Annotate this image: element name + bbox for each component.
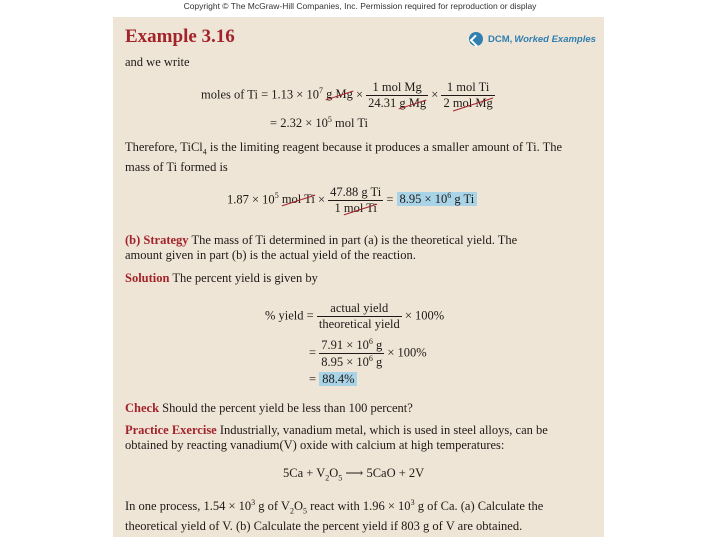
equation-moles-result <box>270 115 368 131</box>
eq3-lhs: % yield = <box>265 308 314 323</box>
eq2-fraction <box>328 185 383 216</box>
eq1-f1-den-b: g Mg <box>399 96 427 110</box>
eq1-lhs: moles of Ti = <box>201 87 269 102</box>
practice-paragraph: Practice Exercise Industrially, vanadium metal, which is used in steel alloys, can be obtained by reacting vanadium(V) oxide with calcium at high temperatures: <box>125 423 548 452</box>
solution-label: Solution <box>125 271 170 285</box>
eq3-result-eq: = <box>309 372 317 386</box>
eq1-result: 2.32 × 10 <box>280 116 328 131</box>
eq2-times: × <box>317 192 326 207</box>
eq1-f2-den-a: 2 <box>443 96 450 110</box>
equation-percent-numbers <box>309 337 427 370</box>
eq3-times100: × 100% <box>404 308 445 323</box>
equation-percent-yield <box>265 301 444 332</box>
eq1-f1-den-a: 24.31 <box>368 96 397 110</box>
equation-percent-result <box>309 372 357 387</box>
dcm-subtitle: Worked Examples <box>514 33 596 45</box>
example-title: Example 3.16 <box>125 26 235 47</box>
eq3-eq: = <box>309 345 317 360</box>
eq2-lhs-exp: 5 <box>274 191 279 201</box>
eq1-term: 1.13 × 10 <box>271 87 319 102</box>
practice-label: Practice Exercise <box>125 423 217 437</box>
eq2-lhs-unit: mol Ti <box>281 192 315 207</box>
copyright-notice: Copyright © The McGraw-Hill Companies, Inc. Permission required for reproduction or display <box>183 1 537 11</box>
eq3-f-den: theoretical yield <box>318 317 400 331</box>
eq3-fraction <box>317 301 402 332</box>
eq1-cancelled-unit: g Mg <box>326 87 353 102</box>
eq1-times-2: × <box>431 87 439 102</box>
dcm-worked-examples-badge[interactable] <box>469 32 596 46</box>
eq2-f-den-a: 1 <box>334 201 341 215</box>
dcm-brand: DCM, <box>488 33 513 45</box>
eq1-result-exp: 5 <box>327 115 332 124</box>
eq2-lhs: 1.87 × 10 <box>227 192 275 207</box>
eq1-f2-num: 1 mol Ti <box>441 80 494 96</box>
check-paragraph: Check Should the percent yield be less than 100 percent? <box>125 401 413 415</box>
textbook-page <box>113 17 604 537</box>
eq1-result-eq: = <box>270 116 278 131</box>
strategy-paragraph: (b) Strategy The mass of Ti determined in part (a) is the theoretical yield. The amount given in part (b) is the actual yield of the reaction. <box>125 233 518 262</box>
equation-mass-ti <box>227 185 477 216</box>
check-label: Check <box>125 401 160 415</box>
reaction-arrow-icon: ⟶ <box>345 466 364 480</box>
solution-paragraph: Solution The percent yield is given by <box>125 271 318 285</box>
eq1-fraction-2 <box>441 80 494 111</box>
eq3-times100b: × 100% <box>387 345 427 360</box>
eq1-f1-num: 1 mol Mg <box>366 80 428 96</box>
equation-moles-ti <box>201 80 495 111</box>
intro-text: and we write <box>125 55 190 69</box>
eq1-result-unit: mol Ti <box>335 116 369 131</box>
final-paragraph: In one process, $1.54 \times 10^3$ g of $V_2O_5$ react with $1.96 \times 10^3$ g of Ca. (a) Calculate the theoretical yield of V. (b) Calculate the percent yield if 803 g of V are obtained. <box>125 498 544 533</box>
dcm-logo-icon <box>469 32 483 46</box>
therefore-paragraph: Therefore, TiCl$_4$ is the limiting reagent because it produces a smaller amount of Ti. The mass of Ti formed is <box>125 140 563 174</box>
eq1-fraction-1 <box>366 80 428 111</box>
eq3-f-num: actual yield <box>317 301 402 317</box>
eq2-f-den-b: mol Ti <box>343 201 377 215</box>
eq1-f2-den-b: mol Mg <box>452 96 493 110</box>
reaction-equation: $5Ca + V_2O_5$ ⟶ 5CaO + 2V <box>283 466 425 483</box>
eq2-f-num: 47.88 g Ti <box>330 185 382 199</box>
eq2-result-highlight: $8.95 \times 10^6$ g Ti <box>397 192 478 206</box>
strategy-label: (b) Strategy <box>125 233 189 247</box>
eq1-term-exp: 7 <box>318 86 323 96</box>
eq1-times: × <box>355 87 364 102</box>
eq3-result-highlight: 88.4% <box>319 372 357 386</box>
eq2-eq: = <box>386 192 394 207</box>
eq3-number-fraction: $\frac{7.91 \times 10^6 g}{8.95 \times 10^6 g}$ <box>321 337 383 370</box>
